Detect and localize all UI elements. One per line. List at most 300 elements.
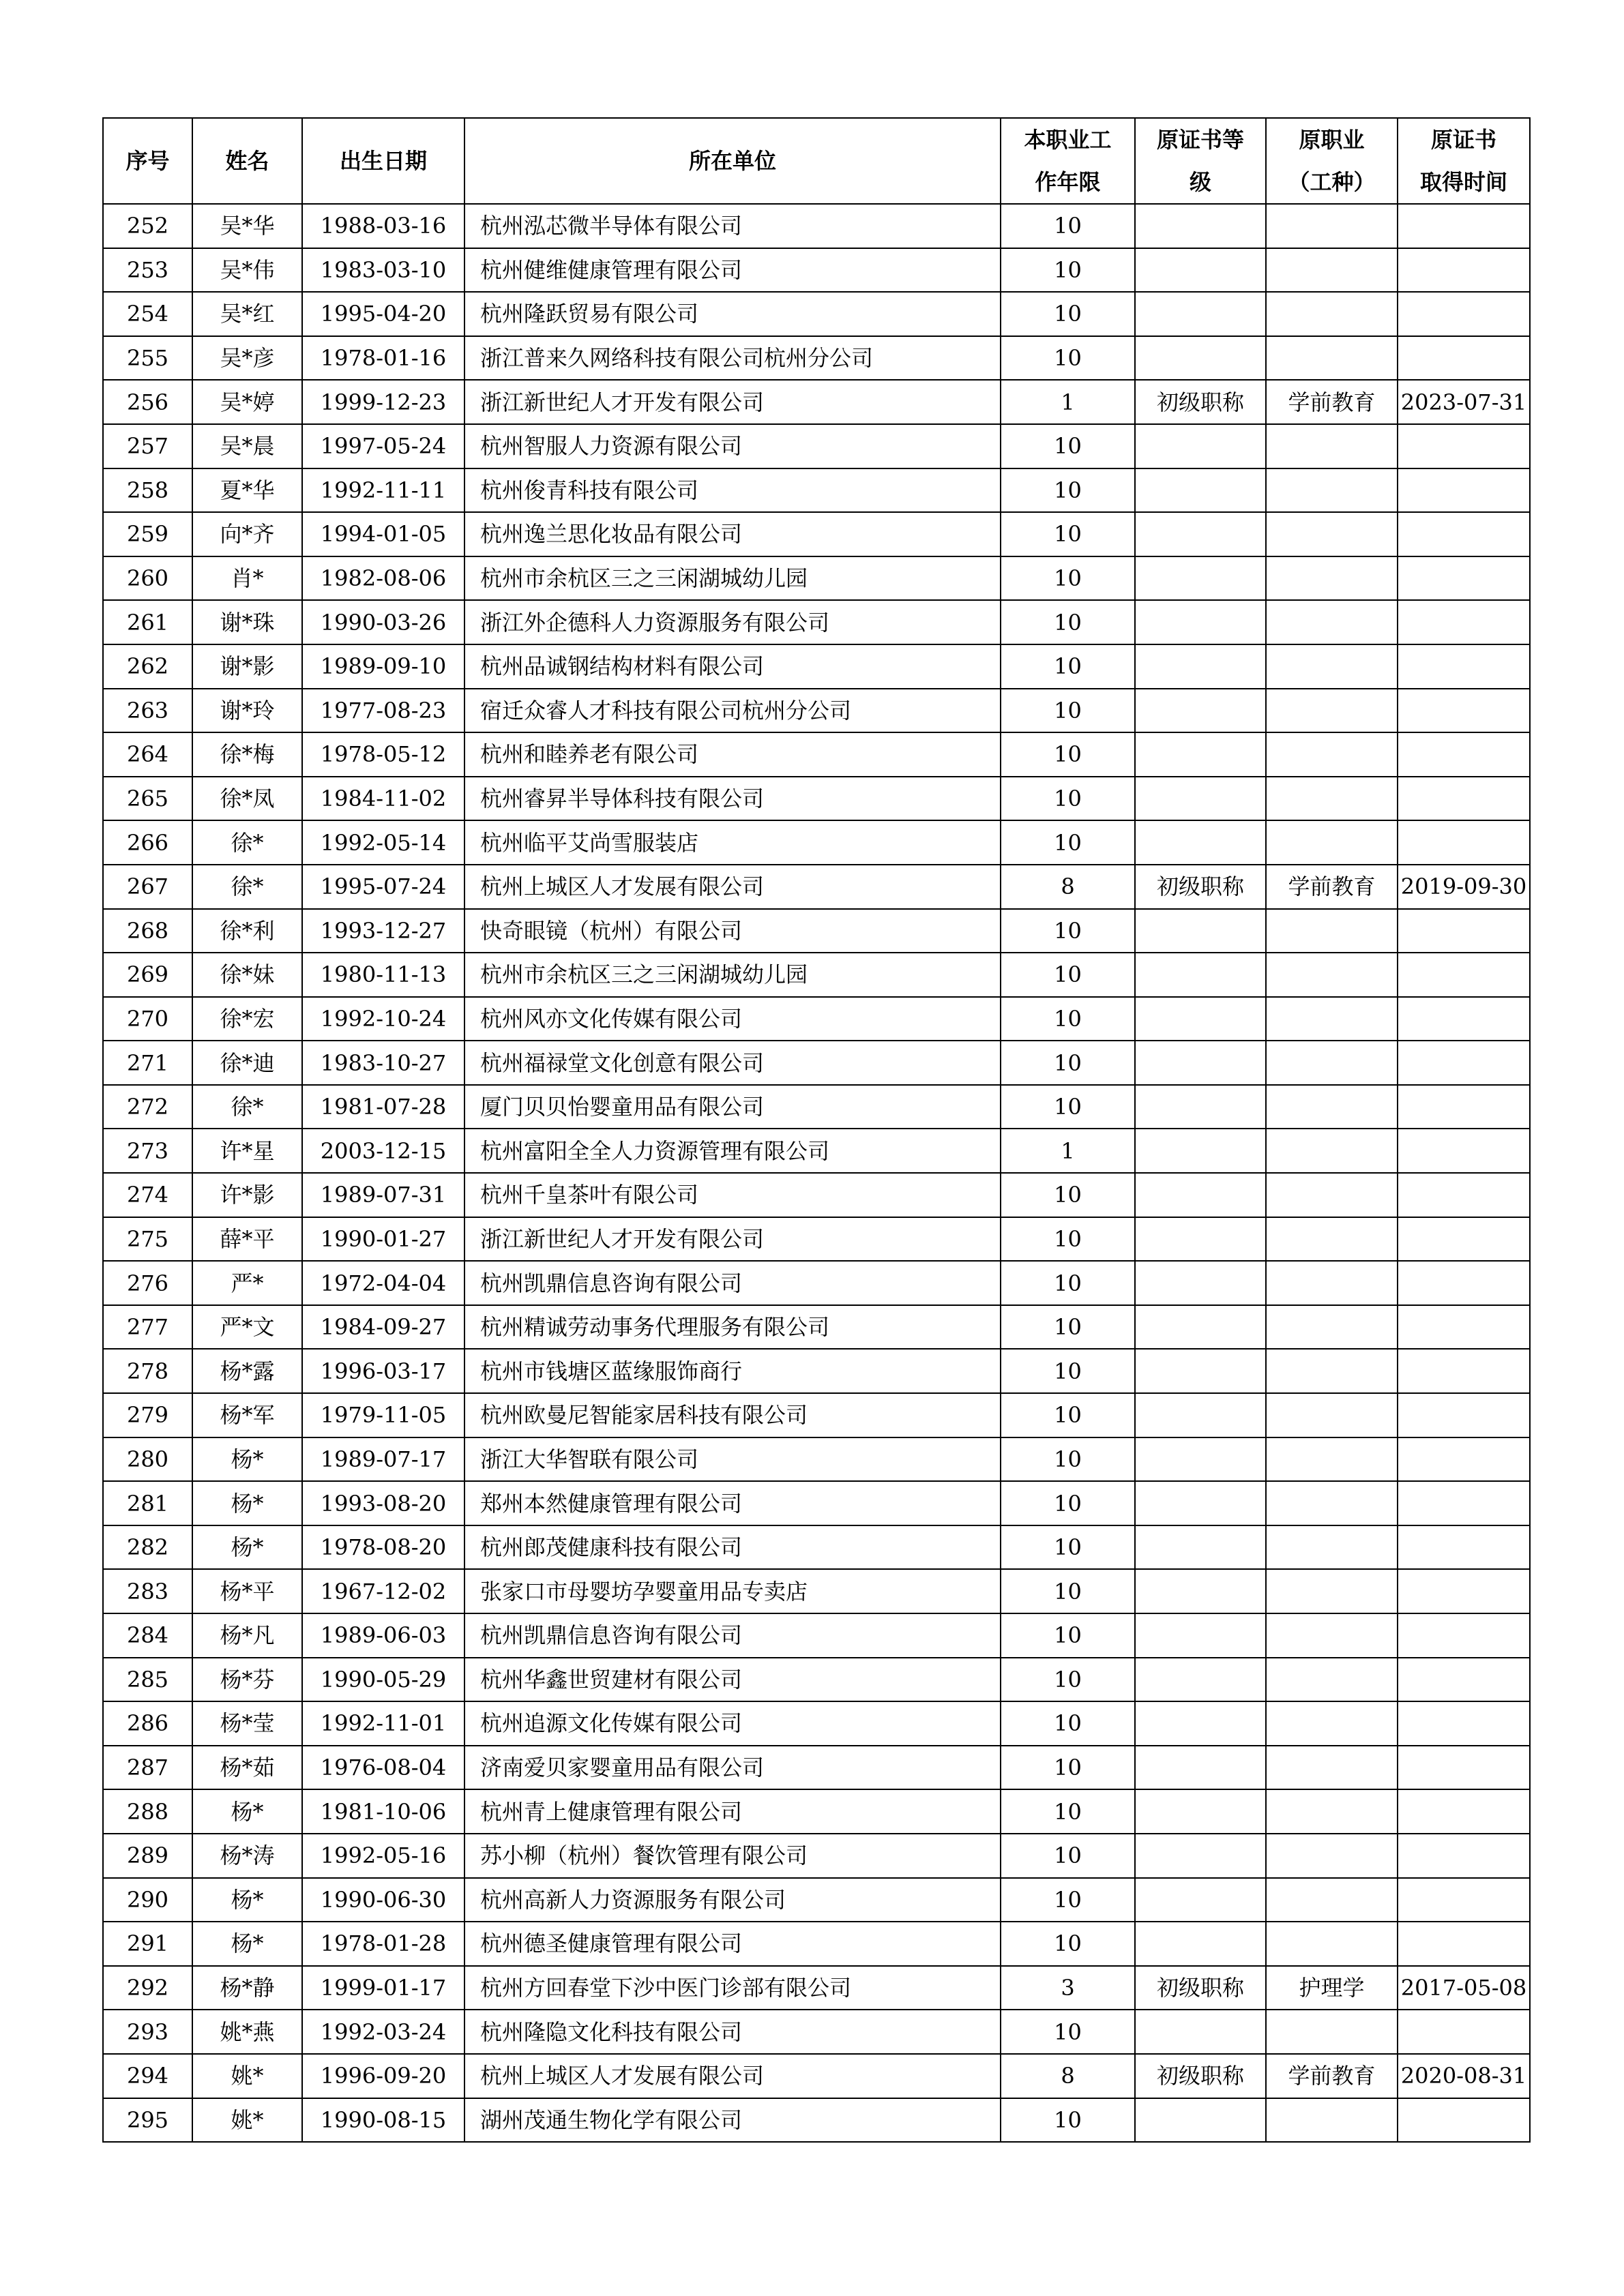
cell-cert_level: [1135, 1569, 1266, 1613]
table-row: [103, 1305, 1530, 1350]
cell-name: 薛*平: [192, 1217, 302, 1262]
cell-years: 10: [1001, 336, 1135, 381]
table-row: [103, 2098, 1530, 2143]
cell-years: 10: [1001, 1569, 1135, 1613]
cell-birth: 1990-05-29: [302, 1658, 464, 1702]
table-row: [103, 336, 1530, 381]
cell-years: 10: [1001, 512, 1135, 556]
cell-name: 姚*: [192, 2098, 302, 2143]
cell-years: 10: [1001, 424, 1135, 468]
cell-name: 姚*燕: [192, 2010, 302, 2054]
cell-unit: 杭州上城区人才发展有限公司: [464, 865, 1001, 909]
cell-cert_date: [1398, 1261, 1530, 1305]
cell-unit: 浙江普来久网络科技有限公司杭州分公司: [464, 336, 1001, 381]
cell-birth: 1992-05-14: [302, 820, 464, 865]
cell-cert_date: [1398, 732, 1530, 777]
table-row: [103, 424, 1530, 468]
cell-unit: 快奇眼镜（杭州）有限公司: [464, 909, 1001, 953]
cell-birth: 1995-07-24: [302, 865, 464, 909]
cell-years: 10: [1001, 1834, 1135, 1878]
cell-cert_date: [1398, 1789, 1530, 1834]
cell-birth: 1999-12-23: [302, 380, 464, 424]
cell-years: 10: [1001, 1393, 1135, 1437]
cell-cert_date: [1398, 953, 1530, 997]
cell-seq: 287: [103, 1746, 192, 1790]
table-row: [103, 865, 1530, 909]
cell-years: 8: [1001, 2054, 1135, 2098]
cell-unit: 杭州市余杭区三之三闲湖城幼儿园: [464, 556, 1001, 601]
cell-seq: 255: [103, 336, 192, 381]
cell-occupation: [1266, 689, 1398, 733]
cell-unit: 杭州青上健康管理有限公司: [464, 1789, 1001, 1834]
cell-occupation: [1266, 1746, 1398, 1790]
cell-name: 许*星: [192, 1129, 302, 1173]
roster-table-container: [102, 117, 1529, 2143]
cell-seq: 275: [103, 1217, 192, 1262]
cell-unit: 杭州高新人力资源服务有限公司: [464, 1878, 1001, 1922]
table-body: [103, 204, 1530, 2142]
cell-occupation: [1266, 1834, 1398, 1878]
table-row: [103, 997, 1530, 1041]
cell-birth: 1984-11-02: [302, 777, 464, 821]
cell-cert_date: 2023-07-31: [1398, 380, 1530, 424]
cell-seq: 278: [103, 1349, 192, 1393]
cell-unit: 张家口市母婴坊孕婴童用品专卖店: [464, 1569, 1001, 1613]
cell-name: 吴*婷: [192, 380, 302, 424]
table-row: [103, 248, 1530, 293]
cell-years: 10: [1001, 1789, 1135, 1834]
cell-seq: 256: [103, 380, 192, 424]
cell-years: 10: [1001, 2098, 1135, 2143]
cell-cert_date: [1398, 997, 1530, 1041]
cell-seq: 286: [103, 1701, 192, 1746]
cell-years: 10: [1001, 1085, 1135, 1129]
cell-unit: 杭州华鑫世贸建材有限公司: [464, 1658, 1001, 1702]
cell-cert_date: 2020-08-31: [1398, 2054, 1530, 2098]
cell-name: 杨*静: [192, 1966, 302, 2010]
cell-cert_level: [1135, 820, 1266, 865]
column-header-occupation: [1266, 118, 1398, 204]
cell-years: 10: [1001, 1261, 1135, 1305]
cell-unit: 杭州俊青科技有限公司: [464, 468, 1001, 513]
cell-years: 1: [1001, 1129, 1135, 1173]
table-row: [103, 204, 1530, 248]
cell-birth: 1978-01-16: [302, 336, 464, 381]
cell-cert_level: [1135, 2098, 1266, 2143]
cell-cert_level: [1135, 424, 1266, 468]
cell-years: 10: [1001, 248, 1135, 293]
cell-years: 10: [1001, 1525, 1135, 1570]
cell-unit: 济南爱贝家婴童用品有限公司: [464, 1746, 1001, 1790]
table-row: [103, 1349, 1530, 1393]
cell-unit: 杭州凯鼎信息咨询有限公司: [464, 1613, 1001, 1658]
cell-birth: 1967-12-02: [302, 1569, 464, 1613]
cell-cert_date: [1398, 424, 1530, 468]
header-row: [103, 118, 1530, 204]
cell-occupation: [1266, 777, 1398, 821]
table-row: [103, 556, 1530, 601]
cell-seq: 277: [103, 1305, 192, 1350]
cell-cert_level: [1135, 1217, 1266, 1262]
cell-name: 夏*华: [192, 468, 302, 513]
cell-seq: 268: [103, 909, 192, 953]
table-row: [103, 732, 1530, 777]
cell-unit: 杭州郎茂健康科技有限公司: [464, 1525, 1001, 1570]
table-row: [103, 1041, 1530, 1085]
table-row: [103, 1217, 1530, 1262]
cell-occupation: [1266, 732, 1398, 777]
cell-cert_date: [1398, 600, 1530, 644]
cell-name: 杨*: [192, 1481, 302, 1525]
cell-unit: 杭州富阳全全人力资源管理有限公司: [464, 1129, 1001, 1173]
column-header-unit: [464, 118, 1001, 204]
cell-unit: 浙江新世纪人才开发有限公司: [464, 380, 1001, 424]
cell-cert_level: [1135, 556, 1266, 601]
cell-name: 杨*: [192, 1878, 302, 1922]
cell-name: 徐*妹: [192, 953, 302, 997]
cell-cert_date: [1398, 644, 1530, 689]
cell-seq: 263: [103, 689, 192, 733]
cell-unit: 杭州品诚钢结构材料有限公司: [464, 644, 1001, 689]
cell-name: 吴*伟: [192, 248, 302, 293]
cell-cert_level: [1135, 1041, 1266, 1085]
cell-unit: 杭州德圣健康管理有限公司: [464, 1922, 1001, 1966]
table-row: [103, 1701, 1530, 1746]
cell-unit: 苏小柳（杭州）餐饮管理有限公司: [464, 1834, 1001, 1878]
cell-birth: 1990-01-27: [302, 1217, 464, 1262]
cell-occupation: 学前教育: [1266, 380, 1398, 424]
cell-name: 徐*宏: [192, 997, 302, 1041]
cell-name: 许*影: [192, 1173, 302, 1217]
cell-cert_date: [1398, 1085, 1530, 1129]
cell-unit: 杭州临平艾尚雪服装店: [464, 820, 1001, 865]
cell-seq: 285: [103, 1658, 192, 1702]
cell-cert_date: [1398, 1658, 1530, 1702]
table-row: [103, 820, 1530, 865]
column-header-occupation-line: 原职业: [1299, 127, 1365, 153]
cell-birth: 1978-08-20: [302, 1525, 464, 1570]
table-row: [103, 1613, 1530, 1658]
cell-birth: 1992-03-24: [302, 2010, 464, 2054]
cell-name: 吴*红: [192, 292, 302, 336]
cell-occupation: [1266, 424, 1398, 468]
table-row: [103, 1834, 1530, 1878]
cell-cert_date: [1398, 1746, 1530, 1790]
cell-name: 严*文: [192, 1305, 302, 1350]
cell-cert_level: [1135, 1878, 1266, 1922]
cell-seq: 281: [103, 1481, 192, 1525]
cell-cert_date: [1398, 909, 1530, 953]
cell-name: 杨*军: [192, 1393, 302, 1437]
cell-occupation: [1266, 468, 1398, 513]
cell-cert_level: [1135, 909, 1266, 953]
cell-unit: 浙江大华智联有限公司: [464, 1437, 1001, 1482]
cell-years: 8: [1001, 865, 1135, 909]
cell-occupation: [1266, 512, 1398, 556]
cell-seq: 270: [103, 997, 192, 1041]
column-header-name-line: 姓名: [225, 148, 269, 174]
table-row: [103, 292, 1530, 336]
cell-name: 严*: [192, 1261, 302, 1305]
column-header-cert_level-line: 级: [1189, 169, 1211, 195]
table-row: [103, 1129, 1530, 1173]
cell-name: 姚*: [192, 2054, 302, 2098]
cell-years: 10: [1001, 820, 1135, 865]
table-row: [103, 1966, 1530, 2010]
cell-years: 10: [1001, 1437, 1135, 1482]
cell-occupation: [1266, 292, 1398, 336]
cell-seq: 265: [103, 777, 192, 821]
cell-seq: 295: [103, 2098, 192, 2143]
cell-cert_level: [1135, 1658, 1266, 1702]
cell-occupation: [1266, 204, 1398, 248]
cell-cert_date: 2017-05-08: [1398, 1966, 1530, 2010]
cell-birth: 1983-10-27: [302, 1041, 464, 1085]
cell-birth: 1990-06-30: [302, 1878, 464, 1922]
column-header-cert_level-line: 原证书等: [1156, 127, 1244, 153]
cell-occupation: [1266, 1437, 1398, 1482]
cell-cert_level: [1135, 1085, 1266, 1129]
cell-cert_date: [1398, 1217, 1530, 1262]
cell-name: 徐*: [192, 865, 302, 909]
cell-seq: 276: [103, 1261, 192, 1305]
cell-cert_level: 初级职称: [1135, 2054, 1266, 2098]
table-row: [103, 909, 1530, 953]
cell-unit: 杭州凯鼎信息咨询有限公司: [464, 1261, 1001, 1305]
cell-seq: 253: [103, 248, 192, 293]
cell-occupation: [1266, 600, 1398, 644]
cell-seq: 258: [103, 468, 192, 513]
cell-birth: 1992-05-16: [302, 1834, 464, 1878]
cell-cert_level: [1135, 732, 1266, 777]
cell-years: 10: [1001, 909, 1135, 953]
cell-cert_level: 初级职称: [1135, 380, 1266, 424]
cell-seq: 254: [103, 292, 192, 336]
cell-name: 谢*影: [192, 644, 302, 689]
cell-cert_date: [1398, 204, 1530, 248]
cell-birth: 1994-01-05: [302, 512, 464, 556]
cell-occupation: [1266, 953, 1398, 997]
cell-occupation: [1266, 1305, 1398, 1350]
cell-unit: 杭州隆隐文化科技有限公司: [464, 2010, 1001, 2054]
cell-years: 10: [1001, 292, 1135, 336]
cell-occupation: [1266, 1569, 1398, 1613]
cell-cert_level: [1135, 1173, 1266, 1217]
cell-birth: 1993-12-27: [302, 909, 464, 953]
cell-birth: 1984-09-27: [302, 1305, 464, 1350]
cell-occupation: [1266, 644, 1398, 689]
cell-birth: 1992-10-24: [302, 997, 464, 1041]
cell-years: 10: [1001, 689, 1135, 733]
cell-cert_date: [1398, 1878, 1530, 1922]
cell-cert_level: [1135, 292, 1266, 336]
cell-name: 徐*: [192, 1085, 302, 1129]
cell-unit: 杭州方回春堂下沙中医门诊部有限公司: [464, 1966, 1001, 2010]
cell-occupation: [1266, 1393, 1398, 1437]
cell-occupation: [1266, 1129, 1398, 1173]
cell-occupation: [1266, 1789, 1398, 1834]
table-row: [103, 777, 1530, 821]
cell-occupation: [1266, 1349, 1398, 1393]
cell-years: 10: [1001, 732, 1135, 777]
column-header-birth-line: 出生日期: [339, 148, 427, 174]
cell-name: 杨*: [192, 1789, 302, 1834]
cell-years: 10: [1001, 1878, 1135, 1922]
cell-years: 10: [1001, 997, 1135, 1041]
cell-name: 谢*玲: [192, 689, 302, 733]
cell-seq: 259: [103, 512, 192, 556]
table-row: [103, 2010, 1530, 2054]
cell-name: 杨*露: [192, 1349, 302, 1393]
table-row: [103, 1569, 1530, 1613]
cell-unit: 杭州千皇茶叶有限公司: [464, 1173, 1001, 1217]
cell-birth: 1981-07-28: [302, 1085, 464, 1129]
column-header-years: [1001, 118, 1135, 204]
cell-birth: 1996-03-17: [302, 1349, 464, 1393]
table-row: [103, 1922, 1530, 1966]
cell-years: 1: [1001, 380, 1135, 424]
column-header-seq-line: 序号: [126, 148, 170, 174]
cell-cert_level: [1135, 248, 1266, 293]
cell-occupation: [1266, 556, 1398, 601]
cell-cert_date: [1398, 1349, 1530, 1393]
cell-seq: 274: [103, 1173, 192, 1217]
table-row: [103, 1525, 1530, 1570]
cell-occupation: [1266, 1878, 1398, 1922]
cell-occupation: [1266, 1173, 1398, 1217]
cell-years: 10: [1001, 953, 1135, 997]
cell-seq: 290: [103, 1878, 192, 1922]
cell-cert_date: [1398, 820, 1530, 865]
cell-cert_level: [1135, 644, 1266, 689]
cell-seq: 273: [103, 1129, 192, 1173]
cell-years: 10: [1001, 1349, 1135, 1393]
cell-name: 向*齐: [192, 512, 302, 556]
cell-years: 10: [1001, 1658, 1135, 1702]
cell-cert_date: 2019-09-30: [1398, 865, 1530, 909]
cell-unit: 杭州福禄堂文化创意有限公司: [464, 1041, 1001, 1085]
cell-cert_level: [1135, 953, 1266, 997]
table-row: [103, 1481, 1530, 1525]
cell-occupation: [1266, 1261, 1398, 1305]
cell-birth: 1976-08-04: [302, 1746, 464, 1790]
cell-birth: 1989-06-03: [302, 1613, 464, 1658]
cell-seq: 264: [103, 732, 192, 777]
cell-cert_level: [1135, 1481, 1266, 1525]
cell-occupation: [1266, 248, 1398, 293]
cell-name: 吴*彦: [192, 336, 302, 381]
cell-cert_level: [1135, 1746, 1266, 1790]
cell-birth: 1983-03-10: [302, 248, 464, 293]
column-header-cert_date-line: 取得时间: [1419, 169, 1507, 195]
cell-cert_level: [1135, 1349, 1266, 1393]
cell-cert_date: [1398, 1834, 1530, 1878]
cell-cert_date: [1398, 2098, 1530, 2143]
cell-birth: 1981-10-06: [302, 1789, 464, 1834]
table-row: [103, 1393, 1530, 1437]
column-header-years-line: 作年限: [1035, 169, 1101, 195]
cell-years: 10: [1001, 468, 1135, 513]
cell-unit: 厦门贝贝怡婴童用品有限公司: [464, 1085, 1001, 1129]
cell-birth: 1988-03-16: [302, 204, 464, 248]
cell-name: 徐*利: [192, 909, 302, 953]
cell-cert_level: [1135, 1305, 1266, 1350]
column-header-unit-line: 所在单位: [688, 148, 776, 174]
cell-cert_level: [1135, 1701, 1266, 1746]
cell-unit: 浙江外企德科人力资源服务有限公司: [464, 600, 1001, 644]
column-header-occupation-line: （工种）: [1288, 169, 1376, 195]
cell-occupation: [1266, 336, 1398, 381]
cell-years: 10: [1001, 1481, 1135, 1525]
cell-years: 10: [1001, 204, 1135, 248]
cell-birth: 1989-07-31: [302, 1173, 464, 1217]
cell-cert_date: [1398, 1393, 1530, 1437]
cell-years: 10: [1001, 1173, 1135, 1217]
cell-cert_level: [1135, 204, 1266, 248]
cell-name: 杨*芬: [192, 1658, 302, 1702]
table-row: [103, 953, 1530, 997]
cell-seq: 292: [103, 1966, 192, 2010]
cell-seq: 280: [103, 1437, 192, 1482]
cell-cert_date: [1398, 689, 1530, 733]
cell-occupation: [1266, 1701, 1398, 1746]
table-row: [103, 380, 1530, 424]
cell-seq: 272: [103, 1085, 192, 1129]
cell-birth: 1972-04-04: [302, 1261, 464, 1305]
cell-cert_date: [1398, 1701, 1530, 1746]
cell-seq: 294: [103, 2054, 192, 2098]
cell-name: 杨*: [192, 1922, 302, 1966]
cell-birth: 1978-01-28: [302, 1922, 464, 1966]
table-row: [103, 1746, 1530, 1790]
cell-occupation: [1266, 1481, 1398, 1525]
table-row: [103, 1878, 1530, 1922]
cell-cert_date: [1398, 512, 1530, 556]
cell-birth: 1999-01-17: [302, 1966, 464, 2010]
cell-occupation: [1266, 1217, 1398, 1262]
cell-cert_level: [1135, 777, 1266, 821]
cell-seq: 293: [103, 2010, 192, 2054]
cell-years: 10: [1001, 1041, 1135, 1085]
column-header-name: [192, 118, 302, 204]
cell-seq: 260: [103, 556, 192, 601]
cell-cert_date: [1398, 556, 1530, 601]
table-row: [103, 644, 1530, 689]
cell-unit: 杭州欧曼尼智能家居科技有限公司: [464, 1393, 1001, 1437]
cell-cert_date: [1398, 1922, 1530, 1966]
column-header-cert_level: [1135, 118, 1266, 204]
cell-name: 徐*迪: [192, 1041, 302, 1085]
cell-unit: 杭州风亦文化传媒有限公司: [464, 997, 1001, 1041]
cell-seq: 271: [103, 1041, 192, 1085]
cell-seq: 291: [103, 1922, 192, 1966]
cell-name: 徐*: [192, 820, 302, 865]
cell-unit: 杭州睿昇半导体科技有限公司: [464, 777, 1001, 821]
cell-cert_level: [1135, 1393, 1266, 1437]
cell-name: 杨*平: [192, 1569, 302, 1613]
table-row: [103, 1261, 1530, 1305]
column-header-years-line: 本职业工: [1024, 127, 1112, 153]
column-header-cert_date-line: 原证书: [1430, 127, 1496, 153]
table-row: [103, 468, 1530, 513]
cell-birth: 1992-11-11: [302, 468, 464, 513]
cell-occupation: [1266, 1085, 1398, 1129]
cell-occupation: 学前教育: [1266, 2054, 1398, 2098]
cell-name: 杨*茹: [192, 1746, 302, 1790]
cell-name: 徐*梅: [192, 732, 302, 777]
cell-cert_date: [1398, 2010, 1530, 2054]
cell-occupation: [1266, 1613, 1398, 1658]
